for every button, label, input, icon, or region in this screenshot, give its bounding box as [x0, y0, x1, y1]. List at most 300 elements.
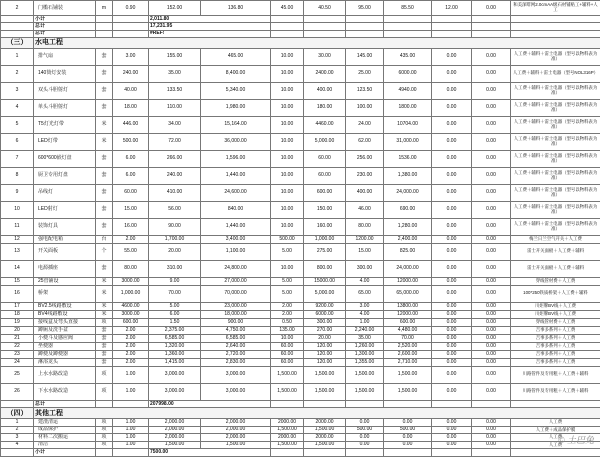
cell-note: 吉事多系列＋人工费: [511, 342, 600, 350]
cell-note: 吉事多系列＋人工费: [511, 350, 600, 358]
cell-no: 14: [1, 260, 34, 277]
cell-c8: 2,240.00: [346, 326, 384, 334]
cell-name: 开关面板: [34, 243, 96, 260]
cell-c6: 10.00: [271, 167, 304, 184]
cell-unit: 项: [96, 434, 113, 442]
cell-no: 6: [1, 133, 34, 150]
table-row: [1, 310, 600, 318]
cell-empty: [511, 16, 600, 23]
cell-c11: 0.00: [472, 383, 511, 400]
cell-c9: 24,000.00: [384, 260, 432, 277]
cell-unit: 米: [96, 310, 113, 318]
cell-c11: 0.00: [472, 48, 511, 65]
cell-c10: 0.00: [432, 350, 472, 358]
subtotal-row: [1, 16, 600, 23]
cell-note: 穿线管材费＋人工费: [511, 277, 600, 285]
cell-c9: 24,000.00: [384, 184, 432, 201]
cell-qty: 2.00: [113, 358, 149, 366]
cell-c10: 0.00: [432, 235, 472, 243]
cell-unit: 套: [96, 99, 113, 116]
cell-c8: 46.00: [346, 201, 384, 218]
cell-empty: [511, 400, 600, 407]
cell-c10: 0.00: [432, 277, 472, 285]
cell-c8: 25.00: [346, 65, 384, 82]
cell-empty: [346, 16, 384, 23]
cell-unit: 套: [96, 82, 113, 99]
cell-unit: 项: [96, 318, 113, 326]
table-row: [1, 1, 600, 16]
table-row: [1, 218, 600, 235]
cell-price: 2,000.00: [149, 426, 201, 434]
cell-c9: 85.50: [384, 1, 432, 16]
subtotal-value: 207998.00: [149, 400, 271, 407]
cell-c8: 1200.00: [346, 235, 384, 243]
cell-qty: 3000.00: [113, 310, 149, 318]
cell-name: 建渣清运: [34, 419, 96, 427]
cell-price: 5.00: [149, 302, 201, 310]
cell-name: 成品保护: [34, 426, 96, 434]
cell-c9: 600.00: [384, 318, 432, 326]
cell-c7: 1,500.00: [304, 366, 346, 383]
subtotal-label: 小计: [34, 16, 96, 23]
cell-c10: 0.00: [432, 285, 472, 302]
cell-c7: 120.00: [304, 342, 346, 350]
cell-no: 2: [1, 65, 34, 82]
cell-c9: 2,400.00: [384, 235, 432, 243]
cell-c11: 0.00: [472, 167, 511, 184]
cell-c7: 1,500.00: [304, 383, 346, 400]
cell-empty: [1, 16, 34, 23]
cell-price: 1,500.00: [149, 441, 201, 449]
table-row: [1, 150, 600, 167]
cell-empty: [1, 400, 34, 407]
subtotal-value: #REF!: [149, 30, 271, 37]
cell-total: 15,164.00: [201, 116, 271, 133]
cell-no: 11: [1, 218, 34, 235]
cell-c6: 10.00: [271, 150, 304, 167]
cell-c9: 70.00: [384, 334, 432, 342]
cell-price: 1,360.00: [149, 350, 201, 358]
cell-name: 上水水路改造: [34, 366, 96, 383]
cell-c9: 2,710.00: [384, 358, 432, 366]
table-row: [1, 116, 600, 133]
cell-c9: 435.00: [384, 48, 432, 65]
cell-unit: 套: [96, 334, 113, 342]
subtotal-value: 7500.00: [149, 449, 271, 457]
cell-c9: 1,280.00: [384, 218, 432, 235]
cell-empty: [472, 16, 511, 23]
cell-price: 152.00: [149, 1, 201, 16]
cell-c9: 65,000.00: [384, 285, 432, 302]
cell-qty: 0.90: [113, 1, 149, 16]
cell-c8: 145.00: [346, 48, 384, 65]
cell-c9: 1,380.00: [384, 167, 432, 184]
cell-name: 蹲便及蹲便器: [34, 350, 96, 358]
cell-total: 6,585.00: [201, 334, 271, 342]
section-header: [1, 37, 600, 48]
cell-no: 7: [1, 150, 34, 167]
cell-c9: 4,480.00: [384, 326, 432, 334]
cell-unit: 套: [96, 358, 113, 366]
cell-c7: 5,000.00: [304, 133, 346, 150]
cell-price: 6.00: [149, 310, 201, 318]
cell-note: 人工费＋辅料＋雷士电器（型号以物料表为准）: [511, 184, 600, 201]
cell-c10: 0.00: [432, 167, 472, 184]
cell-empty: [271, 30, 304, 37]
cell-unit: 套: [96, 167, 113, 184]
cell-price: 2,000.00: [149, 434, 201, 442]
cell-empty: [384, 23, 432, 30]
watermark: © 土巴兔: [558, 433, 594, 446]
cell-c6: 5.00: [271, 277, 304, 285]
cell-c6: 2.00: [271, 302, 304, 310]
cell-c9: 825.00: [384, 243, 432, 260]
subtotal-value: 17,231.95: [149, 23, 271, 30]
cell-c11: 0.00: [472, 419, 511, 427]
cell-note: 人工费: [511, 419, 600, 427]
table-row: [1, 133, 600, 150]
cell-c8: 62.00: [346, 133, 384, 150]
cell-c11: 0.00: [472, 358, 511, 366]
cell-c7: 800.00: [304, 260, 346, 277]
cell-total: 8,400.00: [201, 65, 271, 82]
cell-note: 川炬牌BV线＋人工费: [511, 310, 600, 318]
cell-price: 1,320.00: [149, 342, 201, 350]
cell-no: 26: [1, 383, 34, 400]
table-row: [1, 441, 600, 449]
cell-empty: [113, 400, 149, 407]
cell-qty: 16.00: [113, 218, 149, 235]
table-row: [1, 260, 600, 277]
cell-c10: 0.00: [432, 434, 472, 442]
cell-note: 人工费＋辅料＋雷士电器（型号NOL316P）: [511, 65, 600, 82]
cell-qty: 4600.00: [113, 302, 149, 310]
cell-name: 蹲厕及洗手盆: [34, 326, 96, 334]
section-number: （三）: [1, 37, 34, 48]
table-row: [1, 326, 600, 334]
table-row: [1, 243, 600, 260]
cell-empty: [346, 23, 384, 30]
cell-c7: 2000.00: [304, 434, 346, 442]
cell-total: 5,340.00: [201, 82, 271, 99]
table-row: [1, 434, 600, 442]
cell-unit: 套: [96, 150, 113, 167]
cell-c10: 0.00: [432, 383, 472, 400]
cell-empty: [304, 23, 346, 30]
cell-total: 2,720.00: [201, 350, 271, 358]
cell-c6: 10.00: [271, 201, 304, 218]
cell-c8: 100.00: [346, 99, 384, 116]
cell-name: LED射灯: [34, 201, 96, 218]
cell-price: 1,415.00: [149, 358, 201, 366]
cell-c11: 0.00: [472, 260, 511, 277]
cell-unit: 米: [96, 285, 113, 302]
cell-name: 140筒灯安装: [34, 65, 96, 82]
cell-c8: 0.00: [346, 419, 384, 427]
cell-price: 6,585.00: [149, 334, 201, 342]
cell-qty: 80.00: [113, 260, 149, 277]
cell-c9: 0.00: [384, 434, 432, 442]
sheet-body: [1, 1, 600, 457]
cell-c8: 123.50: [346, 82, 384, 99]
cell-total: 24,800.00: [201, 260, 271, 277]
cell-note: 川路管件及专用粗＋人工费＋辅料: [511, 366, 600, 383]
cell-qty: 2.00: [113, 235, 149, 243]
cell-name: 电源插座: [34, 260, 96, 277]
section-number: （四）: [1, 408, 34, 419]
cell-qty: 1.00: [113, 441, 149, 449]
cell-c7: 1,500.00: [304, 426, 346, 434]
cell-qty: 1.00: [113, 366, 149, 383]
cell-total: 2,830.00: [201, 358, 271, 366]
cell-c11: 0.00: [472, 65, 511, 82]
table-row: [1, 65, 600, 82]
cell-c10: 0.00: [432, 419, 472, 427]
table-row: [1, 167, 600, 184]
cell-note: 人工费＋辅料＋雷士电器（型号以物料表为准）: [511, 167, 600, 184]
cell-qty: 1.00: [113, 383, 149, 400]
cell-c7: 275.00: [304, 243, 346, 260]
cell-no: 3: [1, 82, 34, 99]
table-row: [1, 342, 600, 350]
cell-no: 19: [1, 318, 34, 326]
cell-c10: 0.00: [432, 310, 472, 318]
cell-price: 1,700.00: [149, 235, 201, 243]
cell-total: 2,000.00: [201, 434, 271, 442]
cell-name: 双头斗胆射灯: [34, 82, 96, 99]
cell-c6: 10.00: [271, 133, 304, 150]
cell-qty: 40.00: [113, 82, 149, 99]
cell-c11: 0.00: [472, 243, 511, 260]
cell-total: 18,000.00: [201, 310, 271, 318]
cell-c11: 0.00: [472, 441, 511, 449]
cell-c7: 400.00: [304, 82, 346, 99]
cell-unit: 套: [96, 65, 113, 82]
table-row: [1, 358, 600, 366]
cell-c6: 5.00: [271, 285, 304, 302]
cell-c8: 35.00: [346, 334, 384, 342]
cell-c11: 0.00: [472, 350, 511, 358]
cell-unit: 项: [96, 383, 113, 400]
cell-c10: 0.00: [432, 366, 472, 383]
cell-c8: 24.00: [346, 116, 384, 133]
cell-qty: 1.00: [113, 426, 149, 434]
cell-qty: 1.00: [113, 419, 149, 427]
cell-price: 110.00: [149, 99, 201, 116]
cell-c8: 1,355.00: [346, 358, 384, 366]
cell-empty: [271, 23, 304, 30]
cell-c6: 1,500.00: [271, 366, 304, 383]
cell-c11: 0.00: [472, 326, 511, 334]
cell-unit: 项: [96, 366, 113, 383]
cell-c8: 4.00: [346, 277, 384, 285]
cell-no: 3: [1, 434, 34, 442]
cell-no: 18: [1, 310, 34, 318]
cell-unit: 米: [96, 277, 113, 285]
cell-price: 3,000.00: [149, 383, 201, 400]
subtotal-value: 2,011.80: [149, 16, 271, 23]
cell-unit: 套: [96, 184, 113, 201]
cell-c8: 15.00: [346, 243, 384, 260]
cell-c10: 0.00: [432, 302, 472, 310]
cell-c8: 500.00: [346, 426, 384, 434]
cell-c9: 0.00: [384, 441, 432, 449]
cell-no: 24: [1, 358, 34, 366]
cell-c6: 2000.00: [271, 419, 304, 427]
cell-c8: 0.00: [346, 434, 384, 442]
cell-note: 雷士开关面板＋人工费＋辅料: [511, 260, 600, 277]
cell-c9: 2,600.00: [384, 350, 432, 358]
cell-total: 465.00: [201, 48, 271, 65]
cell-price: 410.00: [149, 184, 201, 201]
cell-qty: 55.00: [113, 243, 149, 260]
cell-c6: 1,500.00: [271, 426, 304, 434]
cell-c9: 1,500.00: [384, 383, 432, 400]
cell-no: 17: [1, 302, 34, 310]
cell-price: 56.00: [149, 201, 201, 218]
cell-c11: 0.00: [472, 318, 511, 326]
cell-c8: 80.00: [346, 218, 384, 235]
cell-c8: 4.00: [346, 310, 384, 318]
cell-name: 小便斗及感应阀: [34, 334, 96, 342]
cell-empty: [1, 30, 34, 37]
cell-total: 24,600.00: [201, 184, 271, 201]
cell-empty: [384, 400, 432, 407]
cell-c8: 1,500.00: [346, 366, 384, 383]
cell-unit: 米: [96, 302, 113, 310]
cell-name: 600*600嵌灯盘: [34, 150, 96, 167]
cell-c6: 5.00: [271, 243, 304, 260]
cell-unit: 套: [96, 201, 113, 218]
cell-name: 装饰灯具: [34, 218, 96, 235]
cell-name: 坐便器: [34, 342, 96, 350]
cell-c6: 1,500.00: [271, 441, 304, 449]
cell-name: 下水水路改造: [34, 383, 96, 400]
cell-total: 36,000.00: [201, 133, 271, 150]
cell-total: 2,000.00: [201, 419, 271, 427]
cell-qty: 6.00: [113, 167, 149, 184]
cell-c7: 60.00: [304, 167, 346, 184]
table-row: [1, 350, 600, 358]
table-row: [1, 285, 600, 302]
cell-c11: 0.00: [472, 235, 511, 243]
cell-c7: 6000.00: [304, 310, 346, 318]
cell-c11: 0.00: [472, 116, 511, 133]
cell-price: 155.00: [149, 48, 201, 65]
cell-c6: 2.00: [271, 310, 304, 318]
cell-c6: 60.00: [271, 342, 304, 350]
cell-c10: 0.00: [432, 150, 472, 167]
cell-empty: [113, 16, 149, 23]
cell-qty: 60.00: [113, 184, 149, 201]
cell-c11: 0.00: [472, 133, 511, 150]
cell-total: 1,980.00: [201, 99, 271, 116]
cell-name: T5灯光灯带: [34, 116, 96, 133]
cell-price: 3,000.00: [149, 366, 201, 383]
cell-note: 吉事多系列＋人工费: [511, 358, 600, 366]
cell-c7: 40.50: [304, 1, 346, 16]
cell-c8: 300.00: [346, 260, 384, 277]
table-row: [1, 235, 600, 243]
cell-empty: [113, 23, 149, 30]
table-row: [1, 48, 600, 65]
cell-c11: 0.00: [472, 99, 511, 116]
cell-name: 排气扇: [34, 48, 96, 65]
cell-name: 淋浴龙头: [34, 358, 96, 366]
cell-no: 12: [1, 235, 34, 243]
cell-unit: 台: [96, 235, 113, 243]
cell-price: 70.00: [149, 285, 201, 302]
cell-unit: 米: [96, 133, 113, 150]
cell-unit: 个: [96, 243, 113, 260]
subtotal-label: 小计: [34, 449, 96, 457]
cell-c8: 95.00: [346, 1, 384, 16]
table-row: [1, 383, 600, 400]
cell-price: 2,375.00: [149, 326, 201, 334]
cell-note: 人工费＋辅料＋雷士电器（型号以物料表为准）: [511, 82, 600, 99]
cell-no: 13: [1, 243, 34, 260]
cell-empty: [304, 30, 346, 37]
cell-qty: 3000.00: [113, 277, 149, 285]
cell-qty: 2.00: [113, 350, 149, 358]
cell-price: 2,000.00: [149, 419, 201, 427]
cell-no: 16: [1, 285, 34, 302]
cell-c7: 180.00: [304, 99, 346, 116]
cell-c10: 0.00: [432, 441, 472, 449]
cell-c10: 0.00: [432, 243, 472, 260]
subtotal-row: [1, 23, 600, 30]
cell-total: 840.00: [201, 201, 271, 218]
cell-no: 10: [1, 201, 34, 218]
cell-no: 1: [1, 48, 34, 65]
cell-total: 4,750.00: [201, 326, 271, 334]
cell-no: 21: [1, 334, 34, 342]
cell-c11: 0.00: [472, 201, 511, 218]
cell-price: 20.00: [149, 243, 201, 260]
table-row: [1, 277, 600, 285]
cell-no: 9: [1, 184, 34, 201]
cell-c9: 13800.00: [384, 302, 432, 310]
cell-price: 133.50: [149, 82, 201, 99]
cell-c10: 0.00: [432, 218, 472, 235]
cell-empty: [432, 16, 472, 23]
cell-c8: 400.00: [346, 184, 384, 201]
cell-total: 27,000.00: [201, 277, 271, 285]
cell-note: 川路管件及专用粗＋人工费＋辅料: [511, 383, 600, 400]
cell-c7: 120.00: [304, 358, 346, 366]
cell-name: 门槛石铺装: [34, 1, 96, 16]
cell-c7: 60.00: [304, 150, 346, 167]
cell-c9: 4940.00: [384, 82, 432, 99]
cell-total: 900.00: [201, 318, 271, 326]
cell-c11: 0.00: [472, 310, 511, 318]
cell-no: 25: [1, 366, 34, 383]
section-title: 水电工程: [34, 37, 600, 48]
cell-unit: 套: [96, 260, 113, 277]
cell-note: 100*250铁质桥架＋人工费＋辅料: [511, 285, 600, 302]
cell-price: 9.00: [149, 277, 201, 285]
cell-note: 人工费＋辅料＋雷士电器（型号以物料表为准）: [511, 116, 600, 133]
cell-c10: 0.00: [432, 116, 472, 133]
cell-c11: 0.00: [472, 342, 511, 350]
cell-c9: 12000.00: [384, 277, 432, 285]
cell-c6: 10.00: [271, 48, 304, 65]
cell-c11: 0.00: [472, 426, 511, 434]
cell-no: 15: [1, 277, 34, 285]
subtotal-row: [1, 30, 600, 37]
cell-total: 70,000.00: [201, 285, 271, 302]
cell-c8: 65.00: [346, 285, 384, 302]
